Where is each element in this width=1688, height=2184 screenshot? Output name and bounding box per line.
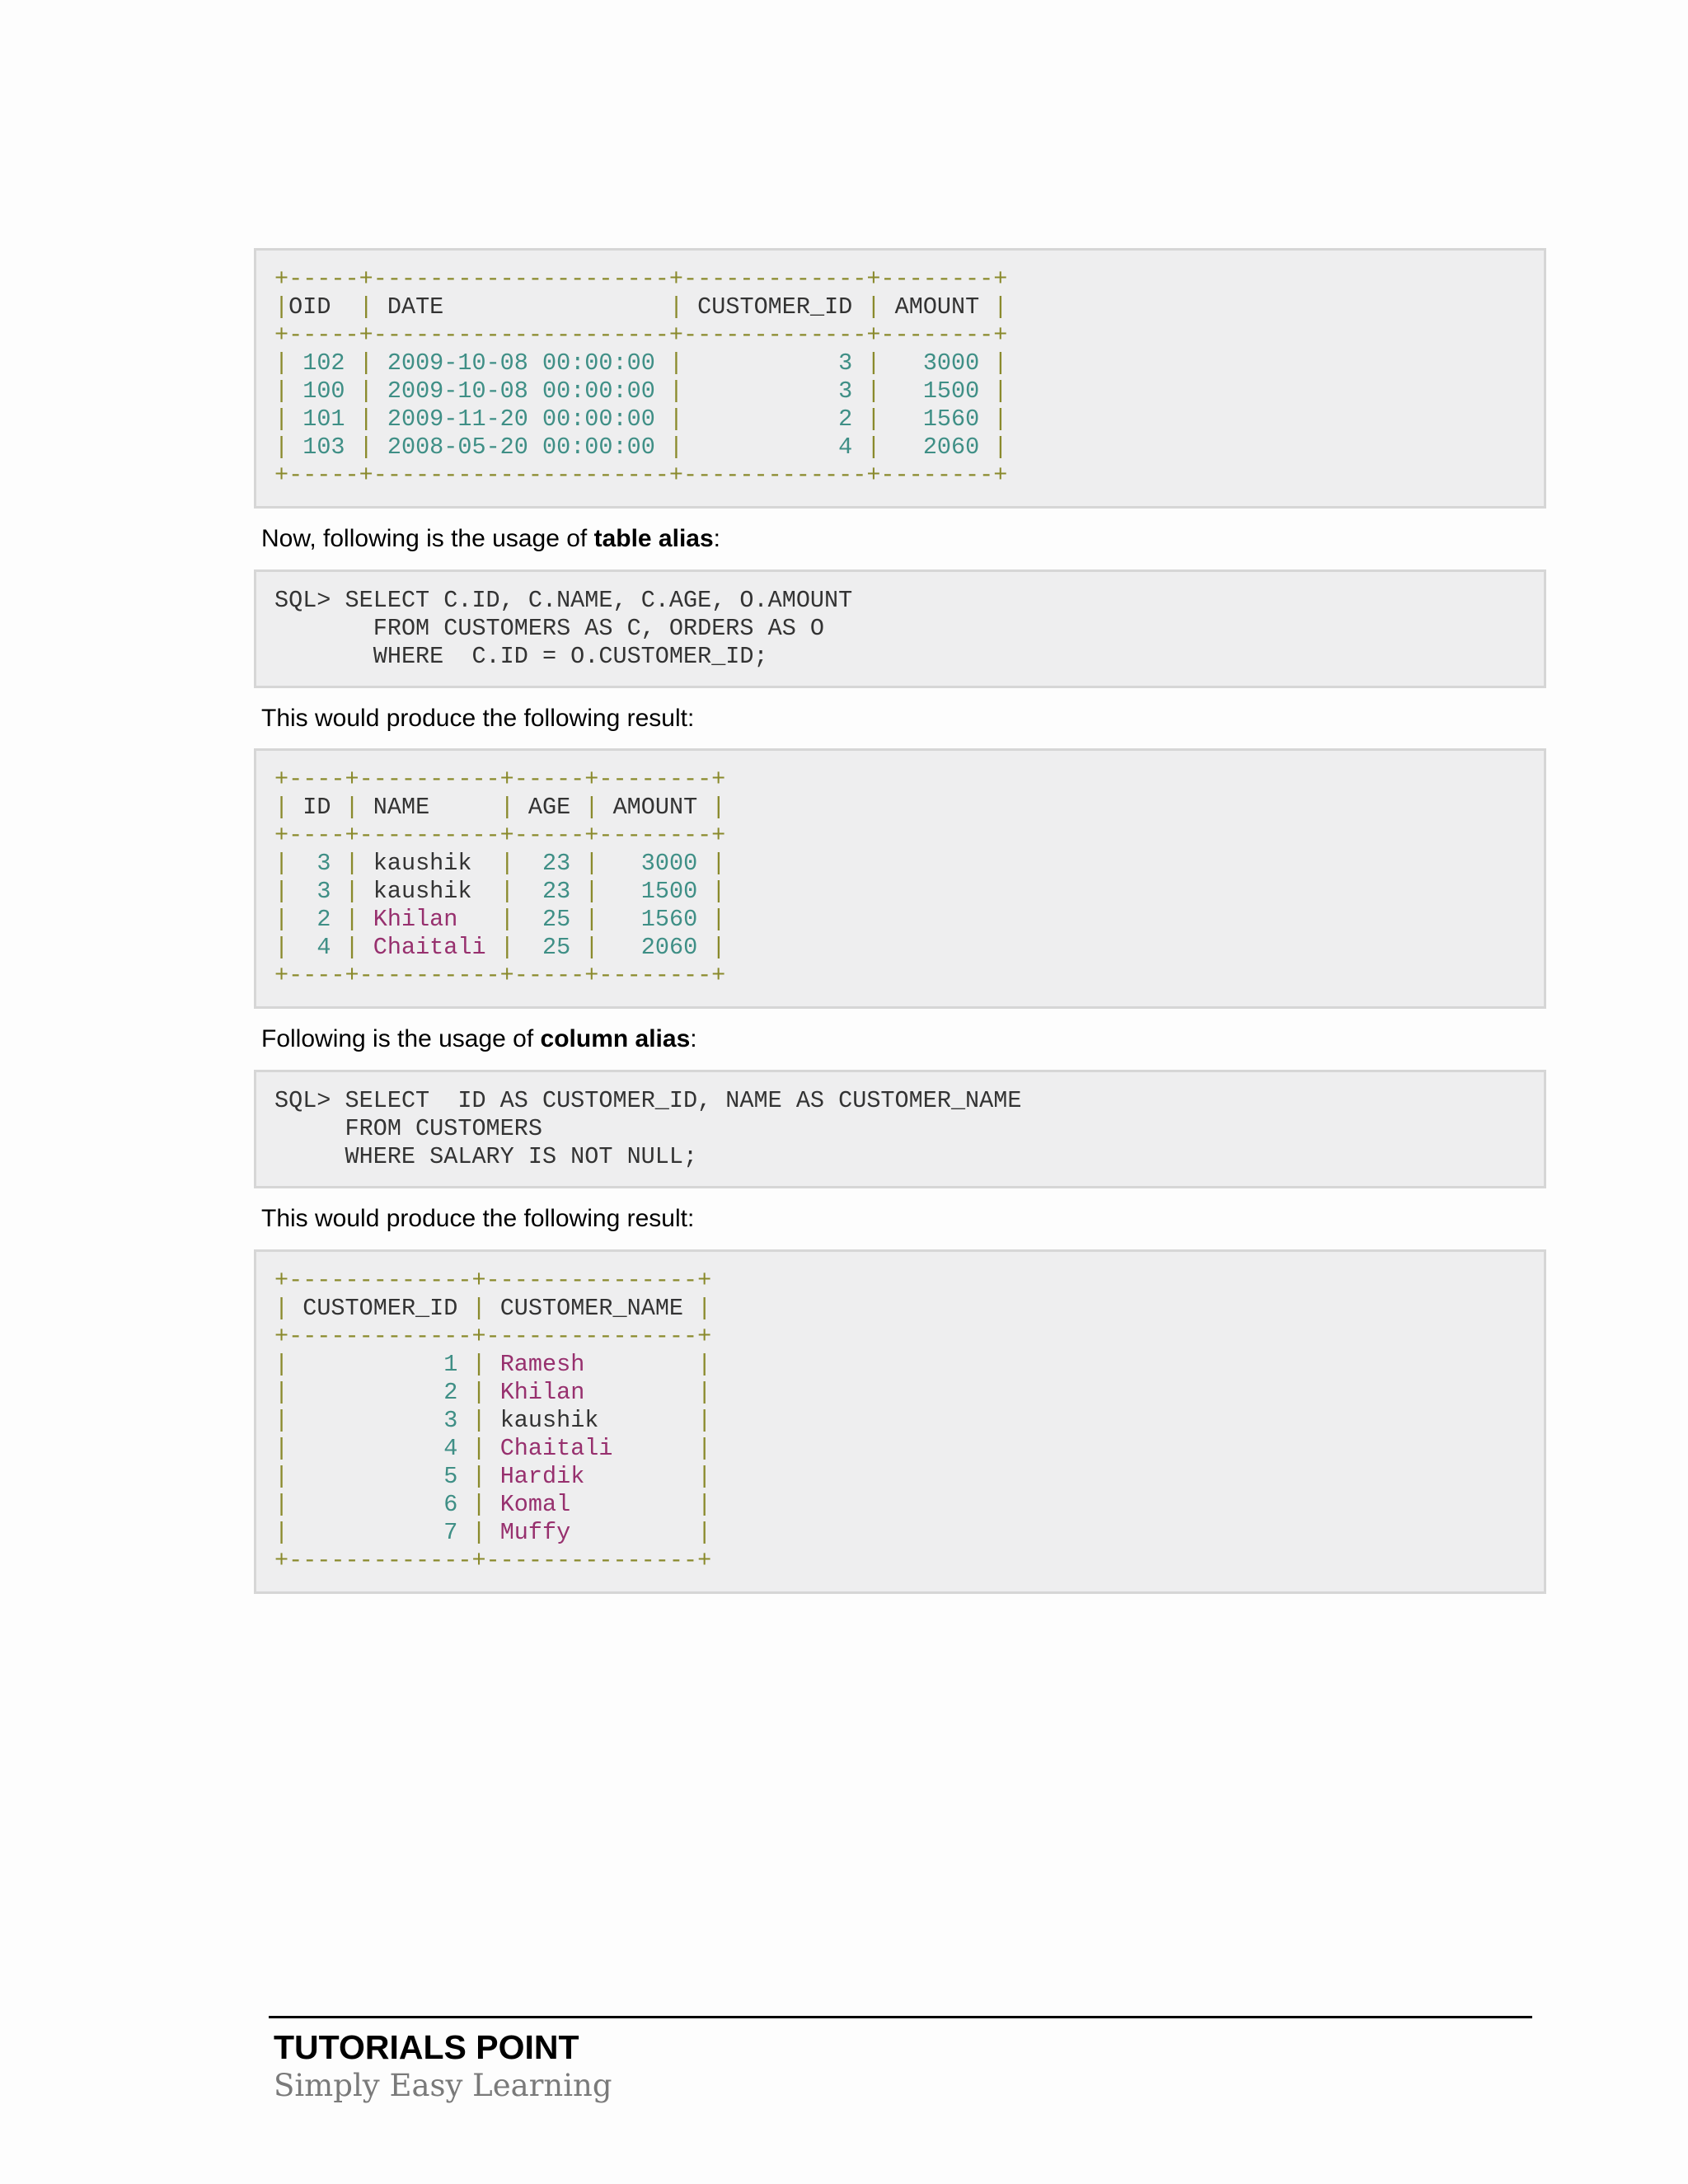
result-table: +----+----------+-----+--------+ | ID | NAME | AGE | AMOUNT | +----+----------+-----+--------+ | 3 | kaushik | 23 | 3000 | | 3 | kaushik | 23 | 1500 | | 2 | Khilan | 25 | 1560 | | 4 | Chaitali | 25 | 2060 | +----+----------+-----+--------+ [274, 766, 726, 989]
table-cell: 4 [838, 434, 853, 461]
sql-query: SQL> SELECT C.ID, C.NAME, C.AGE, O.AMOUNT FROM CUSTOMERS AS C, ORDERS AS O WHERE C.ID = O.CUSTOMER_ID; [274, 587, 853, 670]
table-cell: 7 [443, 1519, 458, 1546]
table-cell: kaushik [373, 878, 472, 905]
table-cell: 23 [542, 878, 571, 905]
query-line: FROM CUSTOMERS AS C, ORDERS AS O [373, 615, 825, 642]
query-line: WHERE C.ID = O.CUSTOMER_ID; [373, 643, 768, 670]
table-cell: 3 [443, 1407, 458, 1434]
query-line: FROM CUSTOMERS [345, 1115, 542, 1142]
table-cell: kaushik [373, 850, 472, 877]
table-cell: 1500 [640, 878, 698, 905]
table-cell: 1 [443, 1351, 458, 1378]
result-table: +-------------+---------------+ | CUSTOMER_ID | CUSTOMER_NAME | +-------------+---------------+ | 1 | Ramesh | | 2 | Khilan | | 3 | kaushik | | 4 | Chaitali | | 5 | Hardik | | 6 | Komal | | 7 | Muffy | +-------------+---------------+ [274, 1267, 712, 1574]
table-cell: 2 [316, 906, 331, 933]
query-line: WHERE SALARY IS NOT NULL; [345, 1143, 698, 1170]
table-alias-query-block [254, 569, 1546, 688]
table-cell: 2008-05-20 00:00:00 [387, 434, 655, 461]
column-header: OID [288, 293, 331, 321]
table-cell: 2009-10-08 00:00:00 [387, 377, 655, 405]
table-cell: 6 [443, 1491, 458, 1518]
table-cell: Khilan [499, 1379, 585, 1406]
table-cell: 3 [838, 349, 853, 377]
table-cell: 2 [838, 405, 853, 433]
table-cell: 23 [542, 850, 571, 877]
column-alias-term: column alias [540, 1025, 691, 1052]
table-alias-result-block [254, 748, 1546, 1009]
footer-tagline: Simply Easy Learning [274, 2068, 612, 2103]
column-alias-intro: Following is the usage of column alias: [261, 1025, 697, 1052]
table-cell: 2060 [922, 434, 980, 461]
table-cell: 103 [302, 434, 345, 461]
table-cell: Chaitali [373, 934, 486, 961]
query-line: SELECT ID AS CUSTOMER_ID, NAME AS CUSTOMER_NAME [345, 1087, 1022, 1114]
column-header: CUSTOMER_ID [697, 293, 853, 321]
column-header: NAME [373, 794, 430, 821]
table-cell: 25 [542, 934, 571, 961]
table-cell: 2009-11-20 00:00:00 [387, 405, 655, 433]
table-cell: 25 [542, 906, 571, 933]
orders-table-block [254, 248, 1546, 509]
table-cell: 3 [838, 377, 853, 405]
table-cell: 3 [316, 850, 331, 877]
table-alias-term: table alias [593, 525, 714, 552]
orders-table: +-----+---------------------+-------------+--------+ |OID | DATE | CUSTOMER_ID | AMOUNT | +-----+---------------------+-------------+--------+ | 102 | 2009-10-08 00:00:00 | 3 | 3000 | | 100 | 2009-10-08 00:00:00 | 3 | 1500 | | 101 | 2009-11-20 00:00:00 | 2 | 1560 | | 103 | 2008-05-20 00:00:00 | 4 | 2060 | +-----+---------------------+-------------+--------+ [274, 265, 1008, 489]
column-header: AMOUNT [612, 794, 698, 821]
table-cell: 5 [443, 1463, 458, 1490]
result-intro: This would produce the following result: [261, 705, 695, 732]
column-header: CUSTOMER_NAME [499, 1295, 684, 1322]
table-cell: 101 [302, 405, 345, 433]
column-alias-result-block [254, 1249, 1546, 1594]
table-cell: kaushik [499, 1407, 599, 1434]
footer-brand: TUTORIALS POINT [274, 2028, 579, 2066]
column-header: AMOUNT [894, 293, 980, 321]
result-intro: This would produce the following result: [261, 1205, 695, 1232]
table-cell: 2060 [640, 934, 698, 961]
table-cell: Komal [499, 1491, 571, 1518]
table-cell: 102 [302, 349, 345, 377]
table-cell: 1560 [640, 906, 698, 933]
table-cell: 3000 [640, 850, 698, 877]
sql-query: SQL> SELECT ID AS CUSTOMER_ID, NAME AS CUSTOMER_NAME FROM CUSTOMERS WHERE SALARY IS NOT NULL; [274, 1087, 1022, 1170]
footer-divider [269, 2016, 1532, 2018]
column-header: DATE [387, 293, 444, 321]
table-cell: 3000 [922, 349, 980, 377]
table-cell: Khilan [373, 906, 458, 933]
table-cell: 2009-10-08 00:00:00 [387, 349, 655, 377]
table-cell: Chaitali [499, 1435, 613, 1462]
table-cell: 1560 [922, 405, 980, 433]
table-cell: 1500 [922, 377, 980, 405]
table-cell: Ramesh [499, 1351, 585, 1378]
table-alias-intro: Now, following is the usage of table alias: [261, 525, 720, 552]
column-header: ID [302, 794, 331, 821]
table-cell: 2 [443, 1379, 458, 1406]
column-alias-query-block [254, 1070, 1546, 1188]
column-header: AGE [528, 794, 571, 821]
query-line: SELECT C.ID, C.NAME, C.AGE, O.AMOUNT [345, 587, 853, 614]
table-cell: Muffy [499, 1519, 571, 1546]
table-cell: 4 [316, 934, 331, 961]
table-cell: 100 [302, 377, 345, 405]
table-cell: Hardik [499, 1463, 585, 1490]
column-header: CUSTOMER_ID [302, 1295, 458, 1322]
table-cell: 4 [443, 1435, 458, 1462]
table-cell: 3 [316, 878, 331, 905]
